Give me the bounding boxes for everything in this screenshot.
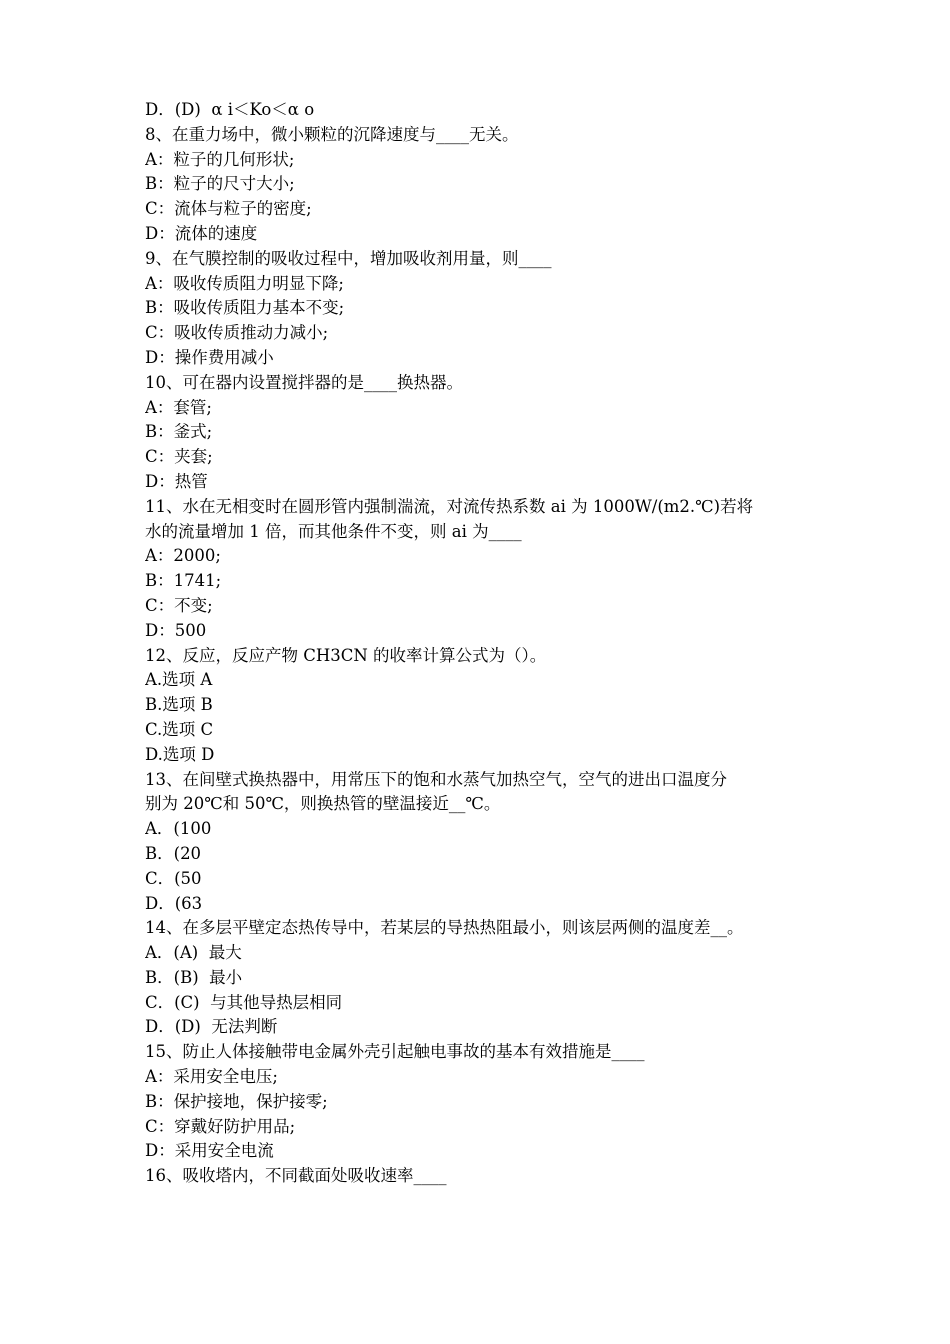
text-line: A：吸收传质阻力明显下降; bbox=[145, 273, 344, 293]
text-line: C．(C) 与其他导热层相同 bbox=[145, 992, 343, 1012]
text-line: A：采用安全电压; bbox=[145, 1067, 278, 1087]
text-line: 11、水在无相变时在圆形管内强制湍流，对流传热系数 ai 为 1000W/(m2.℃)若将 bbox=[145, 496, 754, 516]
document-body bbox=[145, 98, 815, 1189]
text-line: A．(A) 最大 bbox=[145, 943, 242, 963]
text-line: 9、在气膜控制的吸收过程中，增加吸收剂用量，则____ bbox=[145, 248, 552, 268]
text-line: 12、反应，反应产物 CH3CN 的收率计算公式为（）。 bbox=[145, 645, 547, 665]
text-line: C：流体与粒子的密度; bbox=[145, 199, 312, 219]
text-line: D：采用安全电流 bbox=[145, 1141, 274, 1161]
text-line: B：1741; bbox=[145, 571, 222, 591]
text-line: 8、在重力场中，微小颗粒的沉降速度与____无关。 bbox=[145, 124, 519, 144]
text-line: C：吸收传质推动力减小; bbox=[145, 323, 329, 343]
text-line: C．(50 bbox=[145, 868, 202, 888]
text-line: D：操作费用减小 bbox=[145, 347, 274, 367]
text-line: D：热管 bbox=[145, 471, 208, 491]
text-line: 别为 20℃和 50℃，则换热管的壁温接近__℃。 bbox=[145, 794, 501, 814]
text-line: A.选项 A bbox=[145, 670, 213, 690]
text-line: B：釜式; bbox=[145, 422, 213, 442]
text-line: B：粒子的尺寸大小; bbox=[145, 174, 295, 194]
text-line: C：夹套; bbox=[145, 447, 213, 467]
text-line: C.选项 C bbox=[145, 719, 214, 739]
text-line: D：流体的速度 bbox=[145, 223, 258, 243]
text-line: B：保护接地，保护接零; bbox=[145, 1091, 328, 1111]
text-line: B.选项 B bbox=[145, 695, 213, 715]
text-line: 水的流量增加 1 倍，而其他条件不变，则 ai 为____ bbox=[145, 521, 522, 541]
text-line: 16、吸收塔内，不同截面处吸收速率____ bbox=[145, 1166, 447, 1186]
text-line: D．(63 bbox=[145, 893, 203, 913]
text-line: C：穿戴好防护用品; bbox=[145, 1116, 296, 1136]
text-line: D．(D) α i＜Ko＜α o bbox=[145, 100, 315, 119]
text-line: 13、在间壁式换热器中，用常压下的饱和水蒸气加热空气，空气的进出口温度分 bbox=[145, 769, 727, 789]
text-line: C：不变; bbox=[145, 595, 213, 615]
text-line: B：吸收传质阻力基本不变; bbox=[145, 298, 345, 318]
text-line: A．(100 bbox=[145, 819, 212, 839]
text-line: D.选项 D bbox=[145, 744, 215, 764]
text-line: A：粒子的几何形状; bbox=[145, 149, 295, 169]
text-line: D：500 bbox=[145, 620, 207, 640]
text-line: 10、可在器内设置搅拌器的是____换热器。 bbox=[145, 372, 463, 392]
text-line: B．(20 bbox=[145, 843, 202, 863]
text-line: 14、在多层平壁定态热传导中，若某层的导热热阻最小，则该层两侧的温度差__。 bbox=[145, 918, 744, 938]
text-line: B．(B) 最小 bbox=[145, 967, 243, 987]
text-line: A：套管; bbox=[145, 397, 212, 417]
text-line: A：2000; bbox=[145, 546, 221, 566]
text-line: D．(D) 无法判断 bbox=[145, 1017, 278, 1037]
text-line: 15、防止人体接触带电金属外壳引起触电事故的基本有效措施是____ bbox=[145, 1042, 645, 1062]
